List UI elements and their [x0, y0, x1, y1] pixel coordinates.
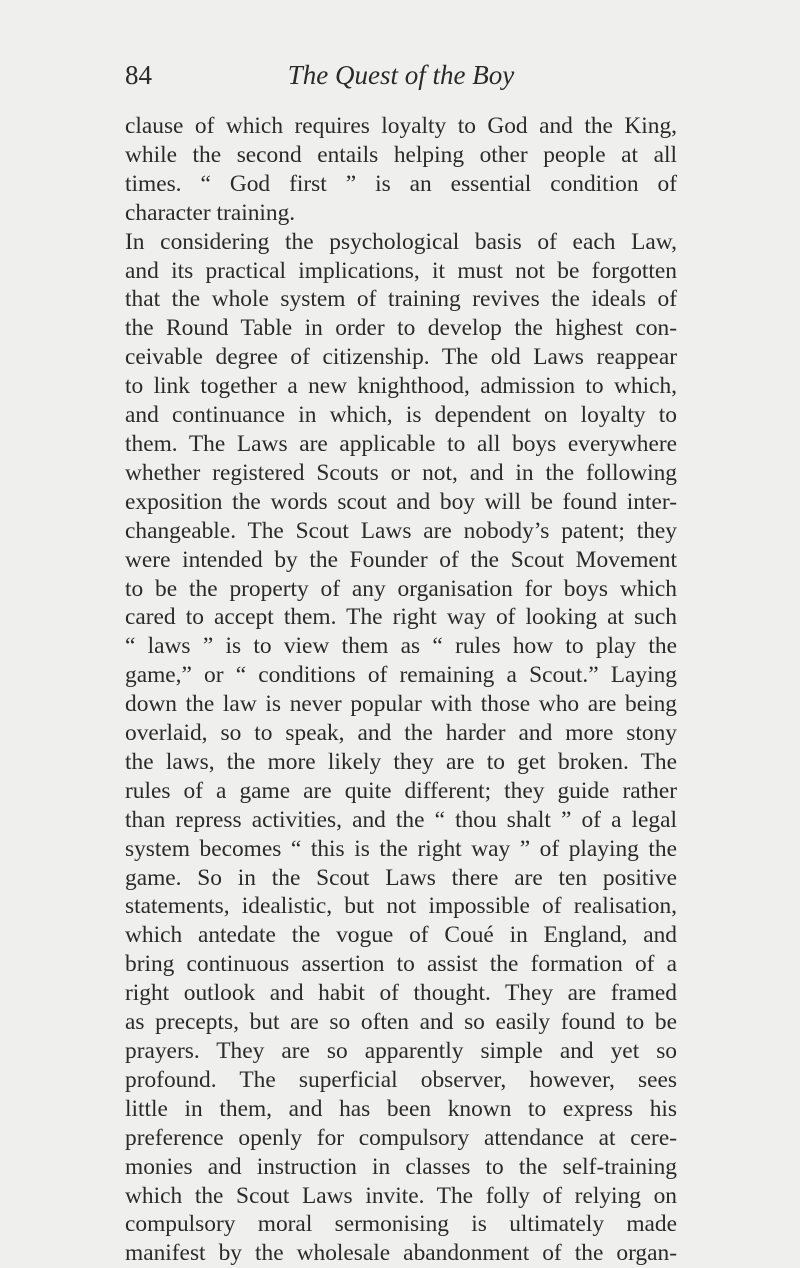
text-line: ceivable degree of citizenship. The old Laws reappear: [125, 344, 677, 371]
text-line: them. The Laws are applicable to all boys everywhere: [125, 430, 677, 457]
text-line: preference openly for compulsory attendance at cere-: [125, 1124, 677, 1151]
text-line: statements, idealistic, but not impossible of realisation,: [125, 893, 677, 920]
text-line: times. “ God first ” is an essential condition of: [125, 170, 677, 197]
text-line: system becomes “ this is the right way ” of playing the: [125, 835, 677, 862]
text-line: to be the property of any organisation for boys which: [125, 575, 677, 602]
text-line: rules of a game are quite different; they guide rather: [125, 777, 677, 804]
text-line: which antedate the vogue of Coué in England, and: [125, 922, 677, 949]
text-line: overlaid, so to speak, and the harder and more stony: [125, 720, 677, 747]
page-number: 84: [125, 60, 152, 90]
text-line: cared to accept them. The right way of looking at such: [125, 604, 677, 631]
page-header: [125, 60, 677, 96]
running-title: The Quest of the Boy: [287, 60, 515, 90]
text-line: the Round Table in order to develop the highest con-: [125, 315, 677, 342]
text-line: character training.: [125, 199, 296, 226]
text-line: little in them, and has been known to express his: [125, 1095, 677, 1122]
body-text: [125, 112, 677, 1268]
text-line: that the whole system of training revives the ideals of: [125, 286, 677, 313]
text-line: whether registered Scouts or not, and in the following: [125, 459, 677, 486]
text-line: and continuance in which, is dependent on loyalty to: [125, 402, 677, 429]
text-line: to link together a new knighthood, admission to which,: [125, 373, 677, 400]
text-line: In considering the psychological basis of each Law,: [125, 228, 677, 255]
text-line: and its practical implications, it must not be forgotten: [125, 257, 677, 284]
text-line: compulsory moral sermonising is ultimately made: [125, 1211, 677, 1238]
text-line: were intended by the Founder of the Scout Movement: [125, 546, 677, 573]
text-line: changeable. The Scout Laws are nobody’s patent; they: [125, 517, 677, 544]
text-line: than repress activities, and the “ thou shalt ” of a legal: [125, 806, 677, 833]
text-line: clause of which requires loyalty to God and the King,: [125, 113, 677, 139]
text-line: while the second entails helping other people at all: [125, 141, 677, 168]
text-line: as precepts, but are so often and so easily found to be: [125, 1009, 677, 1036]
text-line: which the Scout Laws invite. The folly of relying on: [125, 1182, 677, 1209]
text-line: the laws, the more likely they are to get broken. The: [125, 748, 677, 775]
text-line: game,” or “ conditions of remaining a Scout.” Laying: [125, 662, 677, 689]
text-line: “ laws ” is to view them as “ rules how to play the: [125, 633, 677, 660]
text-line: monies and instruction in classes to the self-training: [125, 1153, 677, 1180]
text-line: down the law is never popular with those who are being: [125, 691, 677, 718]
text-line: profound. The superficial observer, however, sees: [125, 1066, 677, 1093]
text-line: exposition the words scout and boy will be found inter-: [125, 488, 677, 515]
text-line: game. So in the Scout Laws there are ten positive: [125, 864, 677, 891]
text-line: bring continuous assertion to assist the formation of a: [125, 951, 677, 978]
text-line: manifest by the wholesale abandonment of the organ-: [125, 1240, 677, 1267]
text-line: prayers. They are so apparently simple and yet so: [125, 1038, 677, 1064]
text-line: right outlook and habit of thought. They are framed: [125, 980, 677, 1007]
